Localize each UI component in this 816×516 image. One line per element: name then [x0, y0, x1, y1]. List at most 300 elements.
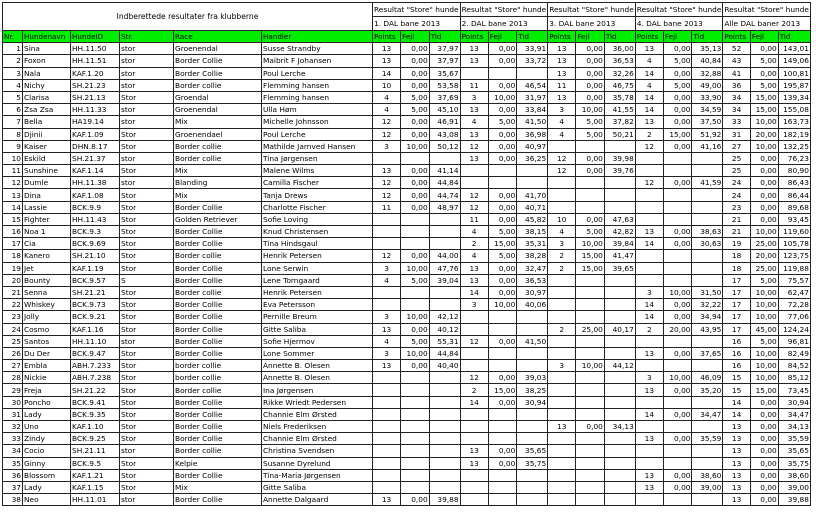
table-cell	[429, 433, 460, 445]
table-cell	[548, 408, 576, 420]
table-cell: Knud Christensen	[262, 226, 373, 238]
table-cell	[517, 481, 548, 493]
table-cell: 0,00	[401, 189, 430, 201]
table-cell: 84,52	[778, 360, 810, 372]
table-cell	[429, 238, 460, 250]
table-row	[3, 250, 811, 262]
table-cell: 2	[548, 250, 576, 262]
table-cell	[635, 335, 663, 347]
table-cell: 7	[3, 116, 23, 128]
table-cell: 119,88	[778, 262, 810, 274]
table-cell: 0,00	[401, 177, 430, 189]
table-cell: 13	[548, 421, 576, 433]
table-cell	[429, 445, 460, 457]
table-cell: 105,78	[778, 238, 810, 250]
column-header: Points	[548, 31, 576, 43]
table-cell: Mix	[174, 165, 262, 177]
table-cell: 0,00	[488, 152, 517, 164]
table-cell: 19	[723, 238, 750, 250]
table-cell: Channie Elm Ørsted	[262, 433, 373, 445]
table-cell: 77,06	[778, 311, 810, 323]
table-cell: stor	[120, 104, 174, 116]
table-cell	[429, 213, 460, 225]
table-cell: SH.21.23	[71, 79, 120, 91]
table-cell	[548, 177, 576, 189]
table-cell	[692, 262, 723, 274]
table-cell	[429, 152, 460, 164]
table-cell: SH.21.22	[71, 384, 120, 396]
table-cell: 0,00	[750, 396, 778, 408]
table-cell: 31	[3, 408, 23, 420]
table-cell: 0,00	[663, 104, 692, 116]
column-header: Str.	[120, 31, 174, 43]
table-row	[3, 177, 811, 189]
table-cell: Stor	[120, 140, 174, 152]
table-cell: 3	[635, 286, 663, 298]
table-cell: Groenendal	[174, 43, 262, 55]
table-cell: Annette Dalgaard	[262, 494, 373, 506]
table-cell: 2	[3, 55, 23, 67]
table-cell	[692, 421, 723, 433]
table-cell: 38,28	[517, 250, 548, 262]
table-cell: 30,94	[778, 396, 810, 408]
table-cell: Zindy	[23, 433, 71, 445]
table-cell: 0,00	[488, 335, 517, 347]
table-row	[3, 238, 811, 250]
table-cell: 46,91	[429, 116, 460, 128]
table-cell: BCK.9.5	[71, 457, 120, 469]
table-cell: 0,00	[401, 67, 430, 79]
table-cell: 13	[635, 469, 663, 481]
group-title: Resultat "Store" hunde	[548, 3, 636, 17]
table-cell: 38,60	[778, 469, 810, 481]
table-cell: 46,75	[604, 79, 635, 91]
table-cell	[401, 152, 430, 164]
table-cell: 13	[723, 494, 750, 506]
table-cell	[692, 494, 723, 506]
table-cell: 53,58	[429, 79, 460, 91]
table-cell	[692, 152, 723, 164]
table-cell: 13	[548, 55, 576, 67]
table-cell	[373, 421, 401, 433]
table-cell: 15,00	[750, 104, 778, 116]
table-cell: 35	[3, 457, 23, 469]
table-cell: Stor	[120, 384, 174, 396]
table-cell: 13	[635, 384, 663, 396]
table-cell: Jolly	[23, 311, 71, 323]
table-cell: 37,69	[429, 91, 460, 103]
table-cell: 15,00	[750, 91, 778, 103]
table-cell: Ginny	[23, 457, 71, 469]
table-cell: HH.11.43	[71, 213, 120, 225]
table-cell: 0,00	[401, 201, 430, 213]
table-cell	[663, 421, 692, 433]
table-cell: 13	[3, 189, 23, 201]
table-cell	[429, 226, 460, 238]
table-cell: 124,24	[778, 323, 810, 335]
table-cell: 38	[3, 494, 23, 506]
table-cell: 33,84	[517, 104, 548, 116]
table-cell	[548, 335, 576, 347]
table-cell: Stor	[120, 299, 174, 311]
table-cell: 13	[548, 43, 576, 55]
table-cell: 12	[460, 372, 488, 384]
table-cell	[401, 457, 430, 469]
table-cell: KAF.1.14	[71, 165, 120, 177]
table-cell: Kelpie	[174, 457, 262, 469]
table-cell: HH.11.10	[71, 335, 120, 347]
table-cell	[373, 213, 401, 225]
table-cell: 39,76	[604, 165, 635, 177]
table-cell: 13	[373, 323, 401, 335]
table-cell	[373, 152, 401, 164]
table-cell: Camilla Fischer	[262, 177, 373, 189]
table-cell: 23	[3, 311, 23, 323]
table-cell: 149,06	[778, 55, 810, 67]
table-cell: 25,00	[576, 323, 605, 335]
table-cell: 43,95	[692, 323, 723, 335]
table-cell: 20	[3, 274, 23, 286]
table-cell: 26	[3, 347, 23, 359]
table-cell: 93,45	[778, 213, 810, 225]
table-cell: 15,00	[576, 262, 605, 274]
table-cell	[604, 177, 635, 189]
table-cell: Gitte Saliba	[262, 323, 373, 335]
table-cell: 3	[373, 262, 401, 274]
table-cell: 0,00	[576, 67, 605, 79]
table-cell	[401, 481, 430, 493]
table-cell: 12	[548, 165, 576, 177]
table-cell: KAF.1.19	[71, 262, 120, 274]
table-cell: 4	[460, 116, 488, 128]
table-cell: 16	[723, 360, 750, 372]
table-cell: 33,72	[517, 55, 548, 67]
table-cell	[517, 177, 548, 189]
table-cell	[460, 481, 488, 493]
table-cell	[373, 286, 401, 298]
table-cell: Gitte Saliba	[262, 481, 373, 493]
table-cell	[576, 372, 605, 384]
table-cell: Stor	[120, 286, 174, 298]
table-cell: BCK.9.57	[71, 274, 120, 286]
table-cell: 52	[723, 43, 750, 55]
table-cell: 0,00	[576, 165, 605, 177]
table-cell: 48,97	[429, 201, 460, 213]
table-cell: 4	[373, 104, 401, 116]
column-header-row	[3, 31, 811, 43]
table-cell	[488, 433, 517, 445]
table-cell: 12	[460, 335, 488, 347]
table-cell: 32,22	[692, 299, 723, 311]
column-header: Fejl	[750, 31, 778, 43]
table-cell: 15,00	[488, 238, 517, 250]
table-cell	[635, 445, 663, 457]
table-cell: Border collie	[174, 250, 262, 262]
table-cell	[373, 433, 401, 445]
table-cell	[548, 347, 576, 359]
table-cell: Stor	[120, 360, 174, 372]
table-cell: 35,75	[778, 457, 810, 469]
column-header: Fejl	[576, 31, 605, 43]
table-cell: 2	[635, 323, 663, 335]
table-cell: Sofie Hjermov	[262, 335, 373, 347]
table-cell: 0,00	[750, 213, 778, 225]
table-cell: BCK.9.3	[71, 226, 120, 238]
table-cell: Stor	[120, 311, 174, 323]
table-cell	[604, 481, 635, 493]
table-cell: 0,00	[663, 226, 692, 238]
table-cell	[548, 189, 576, 201]
table-cell: 0,00	[401, 165, 430, 177]
table-cell: SH.21.21	[71, 286, 120, 298]
table-cell: 14	[460, 396, 488, 408]
table-cell: 0,00	[750, 494, 778, 506]
table-cell	[401, 384, 430, 396]
table-cell: 13	[460, 43, 488, 55]
table-cell: 13	[460, 457, 488, 469]
table-cell: 0,00	[750, 152, 778, 164]
table-cell: 42,82	[604, 226, 635, 238]
table-cell: 0,00	[488, 396, 517, 408]
group-title: Resultat "Store" hunde	[460, 3, 548, 17]
table-cell: 40,40	[429, 360, 460, 372]
table-cell: 38,25	[517, 384, 548, 396]
table-cell	[429, 396, 460, 408]
table-cell: Fighter	[23, 213, 71, 225]
table-cell: 13	[635, 433, 663, 445]
table-cell: BCK.9.73	[71, 299, 120, 311]
table-cell: Border Collie	[174, 469, 262, 481]
table-cell: 0,00	[576, 79, 605, 91]
table-cell	[373, 226, 401, 238]
table-cell	[663, 274, 692, 286]
table-cell: KAF.1.09	[71, 128, 120, 140]
table-cell	[692, 445, 723, 457]
table-cell: 0,00	[663, 43, 692, 55]
table-row	[3, 104, 811, 116]
table-cell: Ulla Høm	[262, 104, 373, 116]
table-cell	[692, 360, 723, 372]
table-cell	[401, 299, 430, 311]
table-cell	[604, 408, 635, 420]
table-row	[3, 165, 811, 177]
table-cell: 3	[373, 140, 401, 152]
table-cell	[635, 152, 663, 164]
table-cell	[548, 286, 576, 298]
table-cell	[401, 396, 430, 408]
table-cell: 34,13	[778, 421, 810, 433]
table-cell: 0,00	[488, 274, 517, 286]
table-row	[3, 372, 811, 384]
table-cell	[663, 396, 692, 408]
table-cell: Bella	[23, 116, 71, 128]
table-cell: 4	[548, 226, 576, 238]
table-cell: 36,98	[517, 128, 548, 140]
table-cell	[429, 421, 460, 433]
table-cell: 0,00	[750, 201, 778, 213]
table-cell: 89,68	[778, 201, 810, 213]
table-cell: 37,97	[429, 55, 460, 67]
table-cell: 143,01	[778, 43, 810, 55]
table-cell	[663, 201, 692, 213]
table-cell	[692, 250, 723, 262]
table-cell	[576, 347, 605, 359]
table-cell: Christina Svendsen	[262, 445, 373, 457]
table-cell: Stor	[120, 201, 174, 213]
table-cell: 36,53	[517, 274, 548, 286]
table-cell: 0,00	[750, 43, 778, 55]
table-cell: BCK.9.9	[71, 201, 120, 213]
table-cell: KAF.1.08	[71, 189, 120, 201]
table-row	[3, 213, 811, 225]
table-cell	[548, 140, 576, 152]
column-header: Fejl	[488, 31, 517, 43]
table-cell: 30,94	[517, 396, 548, 408]
table-cell: Ina Jørgensen	[262, 384, 373, 396]
table-cell: 13	[460, 128, 488, 140]
table-cell	[373, 408, 401, 420]
table-cell: Nickie	[23, 372, 71, 384]
table-cell	[373, 384, 401, 396]
table-cell: 32	[3, 421, 23, 433]
table-cell: 12	[460, 201, 488, 213]
column-header: Points	[635, 31, 663, 43]
table-cell: Border Collie	[174, 311, 262, 323]
table-cell: 17	[723, 299, 750, 311]
table-cell: 13	[460, 274, 488, 286]
table-cell: 10,00	[750, 226, 778, 238]
table-cell	[401, 226, 430, 238]
table-cell	[576, 396, 605, 408]
table-cell: 31	[723, 128, 750, 140]
table-row	[3, 55, 811, 67]
table-cell: 14	[723, 396, 750, 408]
table-cell: Border Collie	[174, 421, 262, 433]
table-cell: 14	[635, 104, 663, 116]
table-cell: Stor	[120, 165, 174, 177]
table-cell: 2	[548, 262, 576, 274]
table-cell: 34,59	[692, 104, 723, 116]
table-cell: Henrik Petersen	[262, 250, 373, 262]
table-cell	[517, 421, 548, 433]
table-cell: 0,00	[663, 91, 692, 103]
table-cell: 12	[635, 140, 663, 152]
table-row	[3, 140, 811, 152]
table-cell: 24	[723, 189, 750, 201]
table-cell: Flemming hansen	[262, 79, 373, 91]
table-cell: 0,00	[488, 55, 517, 67]
table-cell: 0,00	[401, 360, 430, 372]
table-cell: 37,50	[692, 116, 723, 128]
table-cell	[548, 274, 576, 286]
table-cell: 16	[723, 335, 750, 347]
column-header: Tid	[429, 31, 460, 43]
table-cell: 10,00	[750, 140, 778, 152]
table-cell	[401, 445, 430, 457]
table-cell: 36	[723, 79, 750, 91]
table-cell: BCK.9.47	[71, 347, 120, 359]
table-cell: 5,00	[576, 116, 605, 128]
table-cell	[576, 384, 605, 396]
table-cell: 0,00	[663, 116, 692, 128]
table-cell: 45,82	[517, 213, 548, 225]
table-cell: HA19.14	[71, 116, 120, 128]
table-cell	[401, 372, 430, 384]
table-cell: Kanero	[23, 250, 71, 262]
table-cell: 35,31	[517, 238, 548, 250]
table-cell: Sunshine	[23, 165, 71, 177]
table-cell: 44,12	[604, 360, 635, 372]
table-cell: 5,00	[576, 128, 605, 140]
table-cell	[460, 421, 488, 433]
table-cell	[576, 311, 605, 323]
table-cell: Foxon	[23, 55, 71, 67]
table-cell: 39,88	[778, 494, 810, 506]
table-row	[3, 67, 811, 79]
table-cell: 0,00	[750, 481, 778, 493]
table-cell: Border Collie	[174, 238, 262, 250]
table-cell	[604, 457, 635, 469]
table-cell: 13	[373, 165, 401, 177]
table-cell	[576, 335, 605, 347]
column-header: Fejl	[401, 31, 430, 43]
table-cell: Stor	[120, 128, 174, 140]
table-cell: 35,65	[517, 445, 548, 457]
table-cell: 0,00	[750, 469, 778, 481]
table-cell: 10,00	[663, 372, 692, 384]
table-cell: Lady	[23, 481, 71, 493]
table-cell: 36,00	[604, 43, 635, 55]
table-cell	[635, 421, 663, 433]
table-cell: 42,12	[429, 311, 460, 323]
table-cell: 12	[3, 177, 23, 189]
table-cell: ABH.7.238	[71, 372, 120, 384]
column-header: Tid	[517, 31, 548, 43]
table-cell	[604, 201, 635, 213]
table-cell	[635, 494, 663, 506]
table-cell: 5,00	[488, 116, 517, 128]
table-cell: stor	[120, 116, 174, 128]
group-subtitle: 2. DAL bane 2013	[460, 17, 548, 31]
table-cell: 10	[373, 79, 401, 91]
table-cell: 25,00	[750, 238, 778, 250]
table-cell: Lene Torngaard	[262, 274, 373, 286]
table-cell: Border collie	[174, 445, 262, 457]
table-row	[3, 128, 811, 140]
table-cell: 36	[3, 469, 23, 481]
table-row	[3, 116, 811, 128]
table-cell: 5	[3, 91, 23, 103]
table-cell: 0,00	[750, 408, 778, 420]
table-cell: 0,00	[488, 43, 517, 55]
table-cell: 39,98	[604, 152, 635, 164]
table-cell: 0,00	[576, 91, 605, 103]
table-cell: 18	[723, 250, 750, 262]
table-cell: Santos	[23, 335, 71, 347]
table-cell: 44,84	[429, 347, 460, 359]
table-cell	[548, 384, 576, 396]
table-cell: 2	[548, 323, 576, 335]
table-cell: 0,00	[401, 494, 430, 506]
table-cell: 25	[723, 165, 750, 177]
table-cell: 132,25	[778, 140, 810, 152]
table-cell: 10,00	[576, 360, 605, 372]
table-cell	[517, 469, 548, 481]
table-cell	[576, 299, 605, 311]
table-cell: Uno	[23, 421, 71, 433]
table-cell	[635, 274, 663, 286]
table-cell: 16	[3, 226, 23, 238]
